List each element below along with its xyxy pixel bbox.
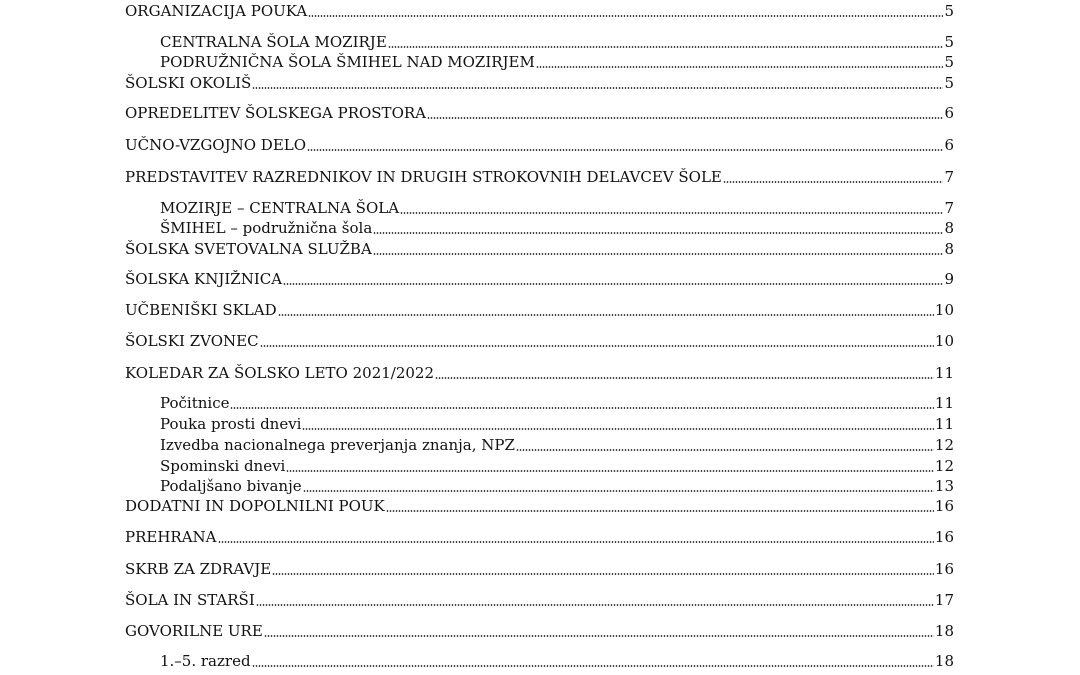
toc-entry[interactable] [125,622,954,640]
toc-entry-title: Spominski dnevi [160,457,286,475]
toc-entry[interactable] [160,33,954,51]
toc-entry[interactable] [160,436,954,454]
toc-entry[interactable] [125,168,954,186]
toc-entry-title: KOLEDAR ZA ŠOLSKO LETO 2021/2022 [125,364,435,382]
toc-entry-title: Pouka prosti dnevi [160,415,302,433]
dot-leader [386,510,934,512]
dot-leader [723,181,944,183]
toc-entry[interactable] [160,199,954,217]
toc-entry-title: SKRB ZA ZDRAVJE [125,560,272,578]
toc-entry-page: 18 [934,622,954,640]
toc-entry[interactable] [160,477,954,495]
toc-entry-title: ŠOLSKI ZVONEC [125,332,259,350]
toc-entry-page: 12 [934,457,954,475]
toc-entry-page: 16 [934,497,954,515]
toc-entry-page: 7 [944,168,954,186]
toc-entry-title: MOZIRJE – CENTRALNA ŠOLA [160,199,400,217]
toc-entry-page: 13 [934,477,954,495]
toc-entry-title: PODRUŽNIČNA ŠOLA ŠMIHEL NAD MOZIRJEM [160,53,535,71]
dot-leader [218,541,934,543]
toc-entry-page: 12 [934,436,954,454]
toc-entry-title: Počitnice [160,394,230,412]
toc-entry-title: CENTRALNA ŠOLA MOZIRJE [160,33,387,51]
toc-entry-title: Izvedba nacionalnega preverjanja znanja, NPZ [160,436,515,454]
dot-leader [307,149,943,151]
toc-entry-page: 11 [934,415,954,433]
toc-entry[interactable] [160,457,954,475]
toc-entry-page: 16 [934,560,954,578]
toc-entry-page: 10 [934,332,954,350]
dot-leader [283,283,943,285]
dot-leader [435,377,934,379]
toc-entry[interactable] [125,560,954,578]
dot-leader [260,345,934,347]
dot-leader [373,253,944,255]
toc-entry[interactable] [160,394,954,412]
toc-entry-page: 18 [934,652,954,670]
toc-entry-title: ŠMIHEL – podružnična šola [160,219,373,237]
toc-entry[interactable] [125,497,954,515]
dot-leader [516,449,934,451]
toc-entry[interactable] [125,528,954,546]
dot-leader [302,428,933,430]
toc-entry[interactable] [125,2,954,20]
dot-leader [286,470,934,472]
toc-entry-page: 5 [944,74,954,92]
dot-leader [373,232,943,234]
toc-entry-page: 11 [934,394,954,412]
dot-leader [230,407,933,409]
toc-entry-title: ŠOLSKA KNJIŽNICA [125,270,283,288]
dot-leader [427,117,943,119]
toc-entry-title: UČNO-VZGOJNO DELO [125,136,307,154]
toc-entry-page: 8 [944,240,954,258]
toc-entry-page: 9 [944,270,954,288]
toc-entry[interactable] [125,364,954,382]
dot-leader [278,314,934,316]
toc-entry-page: 11 [934,364,954,382]
toc-entry-page: 5 [944,53,954,71]
toc-entry[interactable] [125,104,954,122]
toc-entry-page: 16 [934,528,954,546]
dot-leader [252,87,943,89]
dot-leader [303,490,934,492]
toc-entry-title: UČBENIŠKI SKLAD [125,301,277,319]
toc-entry[interactable] [125,591,954,609]
toc-entry-title: PREDSTAVITEV RAZREDNIKOV IN DRUGIH STROKOVNIH DELAVCEV ŠOLE [125,168,722,186]
toc-entry-title: ORGANIZACIJA POUKA [125,2,308,20]
toc-entry-page: 5 [944,33,954,51]
toc-entry-page: 6 [944,104,954,122]
toc-entry-title: OPREDELITEV ŠOLSKEGA PROSTORA [125,104,426,122]
toc-entry-page: 6 [944,136,954,154]
toc-entry[interactable] [125,270,954,288]
toc-entry-title: DODATNI IN DOPOLNILNI POUK [125,497,385,515]
toc-entry-title: ŠOLSKA SVETOVALNA SLUŽBA [125,240,372,258]
dot-leader [256,604,934,606]
toc-entry[interactable] [125,301,954,319]
toc-entry[interactable] [160,415,954,433]
toc-entry-title: ŠOLA IN STARŠI [125,591,255,609]
toc-entry-title: Podaljšano bivanje [160,477,302,495]
dot-leader [308,15,943,17]
toc-entry[interactable] [125,332,954,350]
toc-entry-page: 8 [944,219,954,237]
toc-entry[interactable] [125,74,954,92]
toc-entry-title: ŠOLSKI OKOLIŠ [125,74,252,92]
toc-entry-title: 1.–5. razred [160,652,251,670]
dot-leader [272,573,934,575]
toc-entry-page: 17 [934,591,954,609]
dot-leader [264,635,934,637]
toc-entry-page: 7 [944,199,954,217]
toc-entry-title: PREHRANA [125,528,217,546]
toc-entry-title: GOVORILNE URE [125,622,263,640]
dot-leader [400,212,943,214]
toc-entry-page: 5 [944,2,954,20]
toc-entry[interactable] [160,219,954,237]
dot-leader [536,66,944,68]
toc-entry-page: 10 [934,301,954,319]
dot-leader [388,46,944,48]
toc-entry[interactable] [160,53,954,71]
dot-leader [252,665,934,667]
toc-entry[interactable] [125,240,954,258]
toc-entry[interactable] [160,652,954,670]
toc-entry[interactable] [125,136,954,154]
